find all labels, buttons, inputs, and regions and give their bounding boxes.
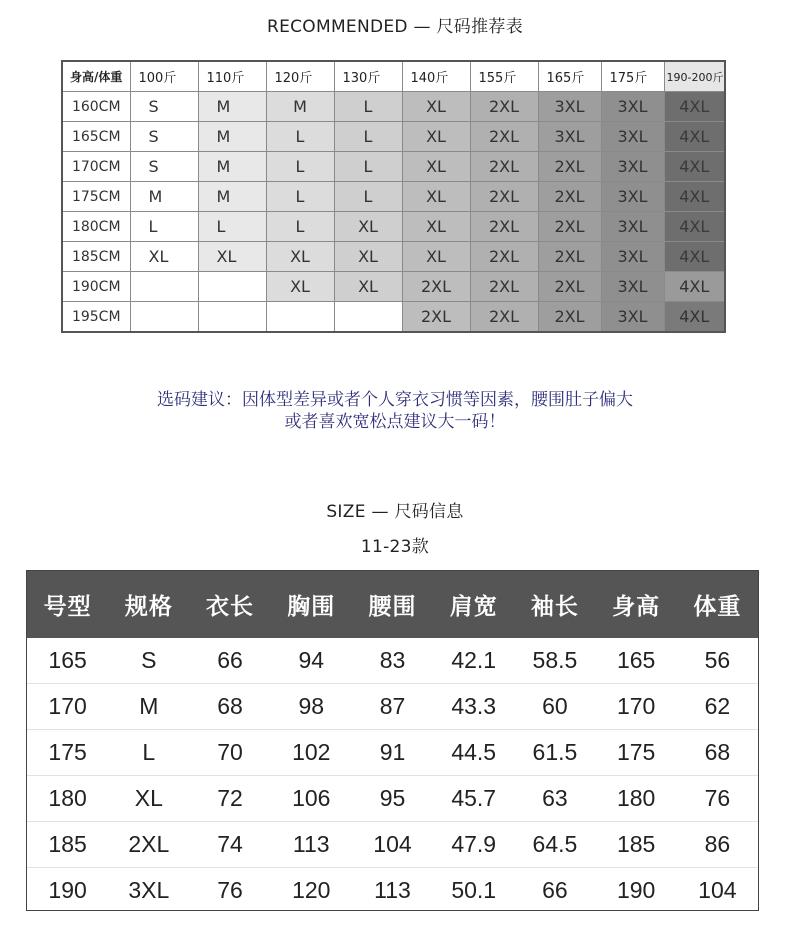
- size-table-cell: 61.5: [532, 739, 578, 765]
- size-cell: 2XL: [538, 182, 601, 212]
- weight-header: 110斤: [198, 61, 266, 92]
- size-cell: 3XL: [538, 122, 601, 152]
- size-cell: XL: [402, 212, 470, 242]
- size-table-cell: 68: [217, 693, 243, 719]
- height-label: 175CM: [62, 182, 130, 212]
- recommend-row: [62, 182, 725, 212]
- height-label: 185CM: [62, 242, 130, 272]
- size-cell: XL: [402, 122, 470, 152]
- size-cell: 3XL: [601, 92, 664, 122]
- size-cell: 4XL: [664, 122, 725, 152]
- size-cell: L: [266, 152, 334, 182]
- size-column-header: 体重: [693, 594, 742, 620]
- size-cell: L: [334, 182, 402, 212]
- size-table-cell: 104: [698, 877, 737, 903]
- size-cell: S: [130, 92, 198, 122]
- size-column-header: 肩宽: [449, 594, 498, 620]
- size-cell: 2XL: [470, 212, 538, 242]
- size-cell: L: [266, 182, 334, 212]
- weight-header: 120斤: [266, 61, 334, 92]
- size-table-cell: 86: [704, 831, 731, 857]
- size-recommendation-table: [61, 60, 726, 333]
- size-table-cell: 66: [217, 647, 243, 673]
- weight-header: 100斤: [130, 61, 198, 92]
- size-cell: L: [266, 122, 334, 152]
- size-table-cell: 180: [616, 785, 656, 811]
- size-column-header: 号型: [43, 594, 92, 620]
- size-cell: [130, 302, 198, 333]
- height-label: 180CM: [62, 212, 130, 242]
- size-table-cell: 47.9: [451, 831, 497, 857]
- size-table-cell: 175: [48, 739, 87, 765]
- size-table-cell: 42.1: [451, 647, 497, 673]
- size-advice-line-2: 或者喜欢宽松点建议大一码！: [284, 412, 506, 432]
- size-table-cell: 175: [616, 739, 656, 765]
- size-table-cell: 60: [542, 693, 568, 719]
- size-table-cell: 45.7: [451, 785, 497, 811]
- size-table-cell: XL: [134, 785, 163, 811]
- size-column-header: 袖长: [530, 594, 579, 620]
- size-cell: 2XL: [402, 272, 470, 302]
- recommend-title: RECOMMENDED — 尺码推荐表: [266, 17, 524, 37]
- size-cell: XL: [402, 242, 470, 272]
- size-cell: L: [334, 152, 402, 182]
- size-table-cell: 62: [704, 693, 731, 719]
- size-column-header: 身高: [612, 594, 661, 620]
- size-table-cell: 50.1: [451, 877, 497, 903]
- size-table-cell: M: [139, 693, 159, 719]
- size-column-header: 规格: [124, 594, 173, 620]
- size-table-cell: 165: [616, 647, 656, 673]
- size-cell: 4XL: [664, 302, 725, 333]
- size-cell: L: [334, 122, 402, 152]
- size-cell: 3XL: [601, 152, 664, 182]
- size-table-cell: 180: [48, 785, 87, 811]
- size-cell: XL: [334, 272, 402, 302]
- size-info-header-row: [27, 571, 758, 638]
- size-cell: XL: [130, 242, 198, 272]
- size-table-cell: 98: [298, 693, 325, 719]
- height-label: 160CM: [62, 92, 130, 122]
- size-column-header: 胸围: [287, 594, 336, 620]
- size-cell: 4XL: [664, 212, 725, 242]
- size-table-cell: 44.5: [451, 739, 497, 765]
- size-cell: 2XL: [538, 302, 601, 333]
- size-table-cell: 3XL: [128, 877, 170, 903]
- recommend-row: [62, 302, 725, 333]
- size-cell: 3XL: [601, 212, 664, 242]
- size-cell: L: [130, 212, 198, 242]
- height-label: 190CM: [62, 272, 130, 302]
- size-table-cell: 170: [616, 693, 656, 719]
- size-cell: XL: [402, 92, 470, 122]
- size-table-row: [27, 776, 758, 822]
- size-table-cell: 91: [379, 739, 406, 765]
- size-cell: XL: [334, 212, 402, 242]
- size-table-row: [27, 868, 758, 913]
- size-cell: [130, 272, 198, 302]
- recommend-row: [62, 272, 725, 302]
- size-table-cell: 72: [217, 785, 243, 811]
- size-info-subtitle: 11-23款: [360, 537, 430, 557]
- size-info-title: SIZE — 尺码信息: [326, 502, 464, 522]
- size-cell: 2XL: [538, 272, 601, 302]
- size-table-row: [27, 638, 758, 684]
- size-cell: 3XL: [601, 182, 664, 212]
- size-table-cell: 170: [48, 693, 87, 719]
- size-table-cell: 2XL: [128, 831, 170, 857]
- size-cell: M: [266, 92, 334, 122]
- size-table-cell: 56: [704, 647, 731, 673]
- weight-header: 140斤: [402, 61, 470, 92]
- size-cell: 4XL: [664, 152, 725, 182]
- size-cell: S: [130, 152, 198, 182]
- size-table-row: [27, 730, 758, 776]
- size-table-cell: 95: [379, 785, 406, 811]
- size-table-cell: 94: [298, 647, 325, 673]
- size-table-row: [27, 822, 758, 868]
- size-cell: 2XL: [470, 122, 538, 152]
- weight-header: 165斤: [538, 61, 601, 92]
- size-cell: 2XL: [470, 92, 538, 122]
- size-cell: L: [198, 212, 266, 242]
- size-info-table: [26, 570, 759, 911]
- height-label: 195CM: [62, 302, 130, 333]
- size-column-header: 衣长: [206, 594, 255, 620]
- size-cell: L: [334, 92, 402, 122]
- height-label: 170CM: [62, 152, 130, 182]
- corner-label: 身高/体重: [62, 61, 130, 92]
- size-table-row: [27, 684, 758, 730]
- size-table-cell: 106: [292, 785, 331, 811]
- size-cell: 2XL: [470, 242, 538, 272]
- size-advice-line-1: 选码建议：因体型差异或者个人穿衣习惯等因素，腰围肚子偏大: [157, 390, 633, 410]
- size-cell: XL: [402, 152, 470, 182]
- size-cell: [266, 302, 334, 333]
- recommend-row: [62, 212, 725, 242]
- size-table-cell: 113: [292, 831, 330, 857]
- size-table-cell: 66: [542, 877, 568, 903]
- size-table-cell: 74: [217, 831, 243, 857]
- size-cell: 2XL: [470, 182, 538, 212]
- size-table-cell: 76: [704, 785, 731, 811]
- size-cell: 3XL: [601, 122, 664, 152]
- size-cell: 4XL: [664, 92, 725, 122]
- size-cell: XL: [334, 242, 402, 272]
- size-table-cell: 113: [374, 877, 411, 903]
- size-cell: [334, 302, 402, 333]
- size-cell: 2XL: [470, 302, 538, 333]
- recommend-row: [62, 122, 725, 152]
- size-cell: 2XL: [470, 272, 538, 302]
- height-label: 165CM: [62, 122, 130, 152]
- size-table-cell: 120: [292, 877, 331, 903]
- size-table-cell: 43.3: [451, 693, 497, 719]
- size-table-cell: 185: [48, 831, 87, 857]
- size-cell: M: [130, 182, 198, 212]
- size-cell: XL: [198, 242, 266, 272]
- size-table-cell: S: [141, 647, 157, 673]
- size-cell: 4XL: [664, 272, 725, 302]
- size-cell: 4XL: [664, 242, 725, 272]
- recommend-row: [62, 152, 725, 182]
- recommend-row: [62, 242, 725, 272]
- size-cell: M: [198, 182, 266, 212]
- size-cell: 2XL: [470, 152, 538, 182]
- size-cell: XL: [266, 272, 334, 302]
- size-table-cell: 63: [542, 785, 568, 811]
- size-table-cell: 58.5: [532, 647, 578, 673]
- weight-header: 190-200斤: [664, 61, 725, 92]
- size-cell: L: [266, 212, 334, 242]
- size-table-cell: 83: [379, 647, 406, 673]
- size-table-cell: L: [142, 739, 156, 765]
- size-cell: 3XL: [601, 272, 664, 302]
- size-column-header: 腰围: [368, 594, 417, 620]
- size-table-cell: 190: [48, 877, 87, 903]
- size-cell: [198, 302, 266, 333]
- size-table-cell: 70: [217, 739, 243, 765]
- size-cell: 3XL: [601, 302, 664, 333]
- size-cell: [198, 272, 266, 302]
- size-cell: XL: [402, 182, 470, 212]
- size-table-cell: 190: [616, 877, 656, 903]
- weight-header: 175斤: [601, 61, 664, 92]
- size-cell: 3XL: [601, 242, 664, 272]
- weight-header: 130斤: [334, 61, 402, 92]
- size-cell: S: [130, 122, 198, 152]
- recommend-header-row: [62, 61, 725, 92]
- size-table-cell: 165: [48, 647, 87, 673]
- size-cell: M: [198, 92, 266, 122]
- size-table-cell: 185: [616, 831, 656, 857]
- size-table-cell: 76: [217, 877, 243, 903]
- size-cell: 2XL: [402, 302, 470, 333]
- size-cell: 2XL: [538, 152, 601, 182]
- weight-header: 155斤: [470, 61, 538, 92]
- size-cell: M: [198, 122, 266, 152]
- size-table-cell: 68: [704, 739, 731, 765]
- size-table-cell: 64.5: [532, 831, 578, 857]
- size-cell: M: [198, 152, 266, 182]
- size-table-cell: 87: [379, 693, 406, 719]
- size-cell: 2XL: [538, 242, 601, 272]
- size-cell: 4XL: [664, 182, 725, 212]
- recommend-row: [62, 92, 725, 122]
- size-cell: XL: [266, 242, 334, 272]
- size-table-cell: 104: [373, 831, 412, 857]
- size-table-cell: 102: [292, 739, 331, 765]
- size-cell: 3XL: [538, 92, 601, 122]
- size-cell: 2XL: [538, 212, 601, 242]
